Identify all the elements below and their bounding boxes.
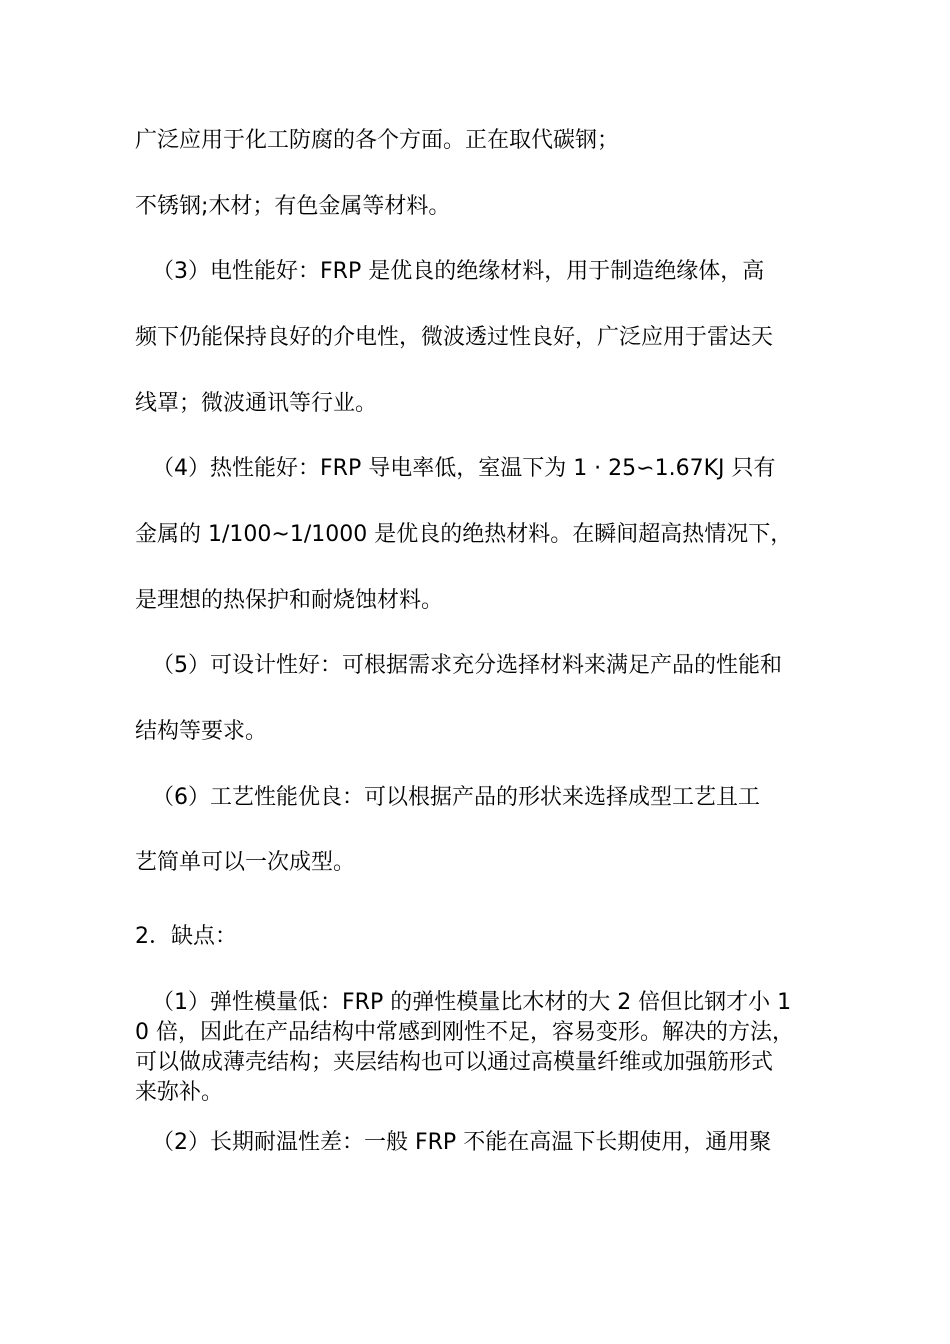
text-line: 艺简单可以一次成型。	[135, 850, 356, 875]
paragraph	[135, 988, 825, 1108]
text-line: （5）可设计性好：可根据需求充分选择材料来满足产品的性能和	[152, 653, 782, 678]
text-line: 线罩；微波通讯等行业。	[135, 391, 378, 416]
text-line: （2）长期耐温性差：一般 FRP 不能在高温下长期使用，通用聚	[152, 1130, 772, 1155]
text-line: 频下仍能保持良好的介电性，微波透过性良好，广泛应用于雷达天	[135, 325, 774, 350]
text-line: 来弥补。	[135, 1080, 224, 1105]
text-line: （1）弹性模量低：FRP 的弹性模量比木材的大 2 倍但比钢才小 1	[152, 990, 792, 1015]
text-line: 是理想的热保护和耐烧蚀材料。	[135, 588, 444, 613]
text-line: 结构等要求。	[135, 719, 268, 744]
text-line: 不锈钢;木材；有色金属等材料。	[135, 194, 451, 219]
text-line: 广泛应用于化工防腐的各个方面。正在取代碳钢；	[135, 128, 620, 153]
text-line: 0 倍，因此在产品结构中常感到刚性不足，容易变形。解决的方法，	[135, 1020, 794, 1045]
text-line: 可以做成薄壳结构；夹层结构也可以通过高模量纤维或加强筋形式	[135, 1050, 774, 1075]
text-line: （3）电性能好：FRP 是优良的绝缘材料，用于制造绝缘体，高	[152, 259, 765, 284]
text-line: 金属的 1/100~1/1000 是优良的绝热材料。在瞬间超高热情况下，	[135, 522, 793, 547]
text-line: （4）热性能好：FRP 导电率低，室温下为 1 · 25∽1.67KJ 只有	[152, 456, 776, 481]
text-line: （6）工艺性能优良：可以根据产品的形状来选择成型工艺且工	[152, 785, 760, 810]
section-heading: 2．缺点：	[135, 924, 237, 949]
